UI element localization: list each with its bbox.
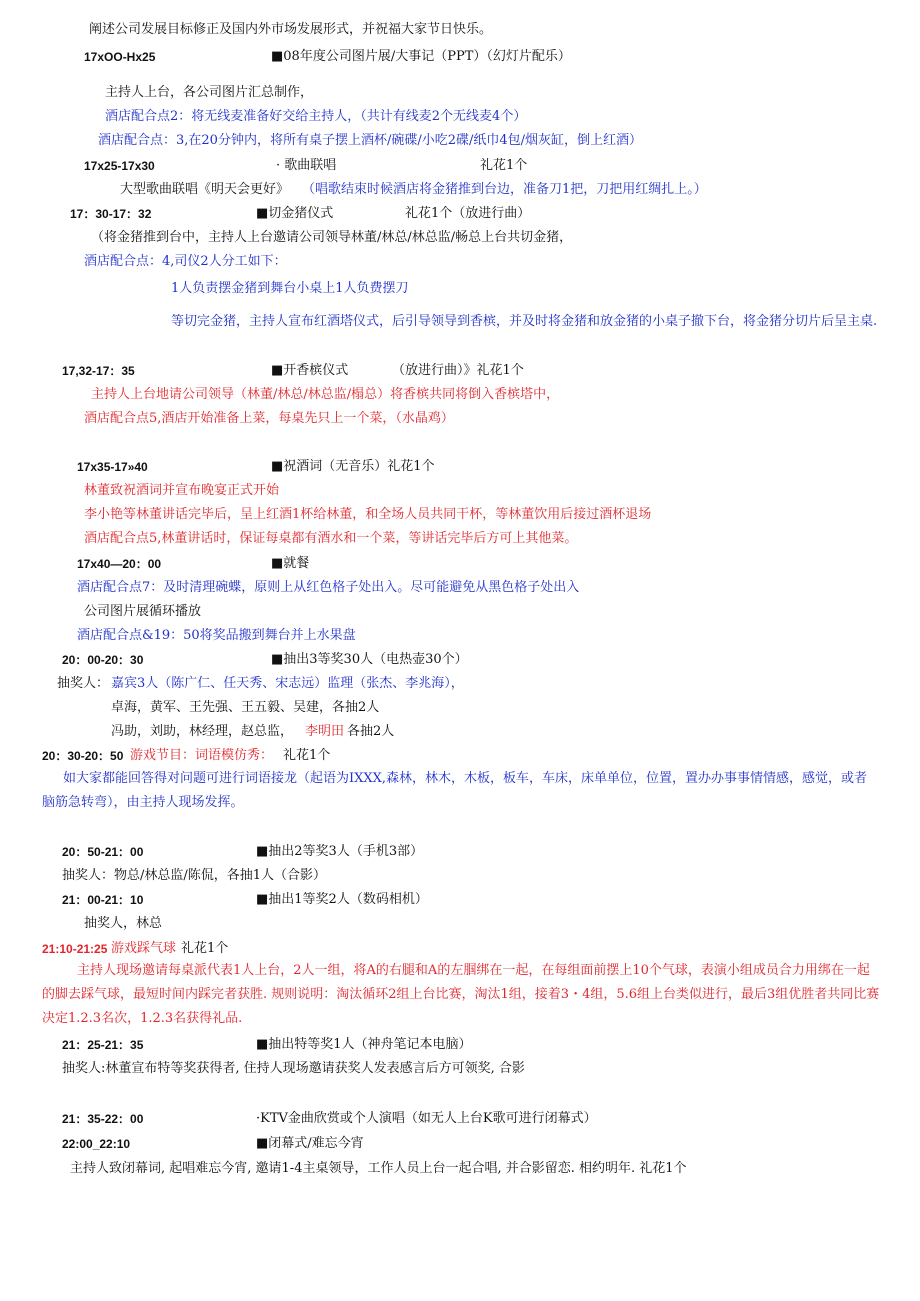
hotel-note: 酒店配合点：3,在20分钟内，将所有桌子摆上酒杯/碗碟/小吃2碟/纸巾4包/烟灰缸，倒上红酒） (98, 133, 643, 148)
hotel-note: （唱歌结束时候酒店将金猪推到台边，准备刀1把，刀把用红绸扎上。） (302, 182, 707, 197)
host-note: 李小艳等林董讲话完毕后，呈上红酒1杯给林董，和全场人员共同干杯，等林董饮用后接过酒杯退场 (84, 507, 652, 522)
drawer-list: 卓海，黄军、王先强、王五毅、吴建，各抽2人 (111, 700, 380, 715)
host-note: 主持人上台地请公司领导（林董/林总/林总监/榻总）将香槟共同将倒入香槟塔中， (91, 387, 560, 402)
time-slot: 22:00_22:10 (62, 1137, 131, 1151)
time-slot: 21：35-22：00 (62, 1112, 144, 1126)
closing-line: 主持人致闭幕词, 起唱难忘今宵, 邀请1-4主桌领导，工作人员上台一起合唱, 并合影留恋. 相约明年. 礼花1个 (70, 1161, 687, 1176)
fireworks-note: 礼花1个 (283, 748, 331, 763)
program-item: 游戏节目：词语模仿秀： (130, 748, 274, 763)
hotel-note: 酒店配合点7：及时清理碗蝶，原则上从红色格子处出入。尽可能避免从黑色格子处出入 (77, 580, 580, 595)
program-item: · 歌曲联唱 (276, 158, 337, 173)
hotel-note: 酒店配合点&19：50将奖品搬到舞台并上水果盘 (77, 628, 356, 643)
program-item: ■抽出3等奖30人（电热壶30个） (271, 652, 468, 667)
fireworks-note: （放进行曲）》礼花1个 (392, 363, 524, 378)
intro-line: 阐述公司发展目标修正及国内外市场发展形式，并祝福大家节日快乐。 (89, 22, 493, 37)
hotel-note: 等切完金猪，主持人宣布红酒塔仪式，后引导领导到香槟，并及时将金猪和放金猪的小桌子撤下台，将金猪分切片后呈主桌. (171, 314, 878, 329)
program-item: 游戏踩气球 (111, 941, 177, 956)
program-item: ■开香槟仪式 (271, 363, 349, 378)
drawer-list: 抽奖人:林董宣布特等奖获得者, 住持人现场邀请获奖人发表感言后方可领奖, 合影 (62, 1061, 525, 1076)
program-item: ■祝酒词（无音乐）礼花1个 (271, 459, 435, 474)
program-item: ·KTV金曲欣赏或个人演唱（如无人上台K歌可进行闭幕式） (256, 1111, 597, 1126)
hotel-note: 酒店配合点5,酒店开始准备上菜，每桌先只上一个菜，（水晶鸡） (84, 411, 454, 426)
note-line: 主持人上台，各公司图片汇总制作， (105, 85, 314, 100)
fireworks-note: 礼花1个（放进行曲） (405, 206, 531, 221)
time-slot: 20：50-21：00 (62, 845, 144, 859)
drawer-list: 各抽2人 (347, 724, 395, 739)
time-slot: 21：00-21：10 (62, 893, 144, 907)
time-slot: 20：00-20：30 (62, 653, 144, 667)
drawer-list: 冯助，刘助，林经理，赵总监， (111, 724, 294, 739)
hotel-note: 酒店配合点5,林董讲话时，保证每桌都有酒水和一个菜，等讲话完毕后方可上其他菜。 (84, 531, 578, 546)
time-slot: 20：30-20：50 (42, 749, 124, 763)
fireworks-note: 礼花1个 (480, 158, 528, 173)
song-line: 大型歌曲联唱《明天会更好》 (120, 182, 290, 197)
game-description: 如大家都能回答得对问题可进行词语接龙（起语为IXXX,森林，林木，木板，板车，车床，床单单位，位置，置办办事事情情感，感觉，或者脑筋急转弯），由主持人现场发挥。 (42, 771, 868, 810)
drawer-label: 抽奖人： (57, 676, 110, 691)
program-item: ■就餐 (271, 556, 310, 571)
fireworks-note: 礼花1个 (181, 941, 229, 956)
hotel-note: 1人负责摆金猪到舞台小桌上1人负费摆刀 (171, 281, 409, 296)
program-item: ■抽出1等奖2人（数码相机） (256, 892, 428, 907)
time-slot: 17x25-17x30 (84, 159, 155, 173)
program-item: ■08年度公司图片展/大事记（PPT）（幻灯片配乐） (271, 49, 571, 64)
time-slot: 17x40—20：00 (77, 557, 162, 571)
time-slot: 17,32-17：35 (62, 364, 135, 378)
time-slot: 21：25-21：35 (62, 1038, 144, 1052)
program-item: ■抽出2等奖3人（手机3部） (256, 844, 424, 859)
program-item: ■抽出特等奖1人（神舟笔记本电脑） (256, 1037, 472, 1052)
drawer-name: 李明田 (305, 724, 345, 739)
time-slot: 21:10-21:25 (42, 942, 108, 956)
time-slot: 17xOO-Hx25 (84, 50, 156, 64)
drawer-list: 嘉宾3人（陈广仁、任天秀、宋志远）监理（张杰、李兆海）， (111, 676, 464, 691)
drawer-list: 抽奖人：物总/林总监/陈侃，各抽1人（合影） (62, 868, 327, 883)
note-line: （将金猪推到台中，主持人上台邀请公司领导林董/林总/林总监/畅总上台共切金猪， (91, 230, 573, 245)
game-rules: 主持人现场邀请每桌派代表1人上台，2人一组，将A的右腿和A的左腘绑在一起，在每组面前摆上10个气球，表演小组成员合力用绑在一起的脚去踩气球，最短时间内踩完者获胜. 规则说明：淘汰循环2组上台比赛，淘汰1组，接着3・4组，5.6组上台类似进行，最后3组优胜者共同比赛决定1.2.3名次，1.2.3名获得礼品. (42, 963, 880, 1026)
program-item: ■闭幕式/难忘今宵 (256, 1136, 364, 1151)
host-note: 林董致祝酒词并宣布晚宴正式开始 (84, 483, 280, 498)
hotel-note: 酒店配合点2：将无线麦准备好交给主持人，（共计有线麦2个无线麦4个） (105, 109, 527, 124)
drawer-list: 抽奖人，林总 (84, 916, 163, 931)
note-line: 公司图片展循环播放 (84, 604, 202, 619)
hotel-note: 酒店配合点：4,司仪2人分工如下： (84, 254, 287, 269)
time-slot: 17：30-17：32 (70, 207, 152, 221)
program-item: ■切金猪仪式 (256, 206, 334, 221)
time-slot: 17x35-17»40 (77, 460, 148, 474)
